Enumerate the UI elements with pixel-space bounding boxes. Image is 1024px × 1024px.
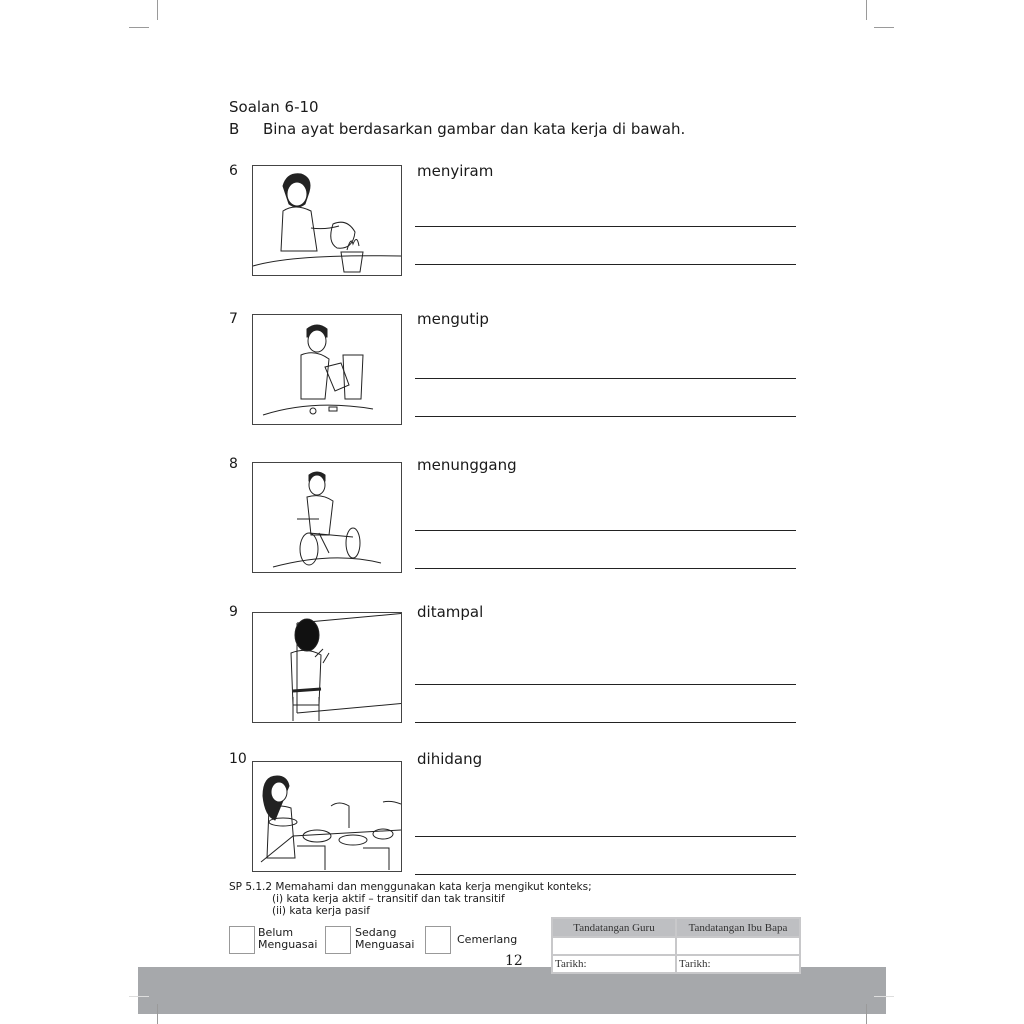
verb-label: dihidang (417, 750, 483, 768)
mastery-label-line: Cemerlang (457, 933, 518, 946)
mastery-checkbox-cemerlang[interactable] (425, 926, 451, 954)
header-parent-signature: Tandatangan Ibu Bapa (676, 918, 800, 937)
footer-band (138, 967, 886, 1014)
section-title: Soalan 6-10 (229, 98, 319, 116)
mastery-label-line: Menguasai (258, 938, 318, 951)
question-number: 7 (229, 311, 238, 327)
answer-line-2[interactable] (415, 874, 796, 875)
question-number: 8 (229, 456, 238, 472)
crop-mark (129, 996, 149, 997)
crop-mark (866, 0, 867, 20)
answer-line-1[interactable] (415, 378, 796, 379)
mastery-label (258, 927, 317, 951)
instruction-text: Bina ayat berdasarkan gambar dan kata kerja di bawah. (263, 120, 686, 138)
answer-line-1[interactable] (415, 226, 796, 227)
question-number: 6 (229, 163, 238, 179)
standard-code: SP 5.1.2 Memahami dan menggunakan kata kerja mengikut konteks; (229, 881, 592, 893)
standard-item: (i) kata kerja aktif – transitif dan tak transitif (272, 893, 505, 905)
verb-label: menunggang (417, 456, 517, 474)
mastery-label (457, 934, 517, 946)
standard-item: (ii) kata kerja pasif (272, 905, 370, 917)
answer-line-1[interactable] (415, 684, 796, 685)
answer-line-2[interactable] (415, 568, 796, 569)
instruction (229, 120, 685, 138)
boy-riding-bicycle-illustration (252, 462, 402, 573)
parent-signature-cell[interactable] (676, 937, 800, 955)
question-number: 10 (229, 751, 247, 767)
teacher-signature-cell[interactable] (552, 937, 676, 955)
mastery-checkbox-belum[interactable] (229, 926, 255, 954)
girl-watering-plant-illustration (252, 165, 402, 276)
answer-line-1[interactable] (415, 836, 796, 837)
section-letter: B (229, 120, 240, 138)
mastery-label-line: Sedang (355, 926, 397, 939)
mastery-label (355, 927, 414, 951)
signature-table (551, 917, 801, 974)
girl-serving-food-illustration (252, 761, 402, 872)
crop-mark (157, 1004, 158, 1024)
crop-mark (866, 1004, 867, 1024)
verb-label: mengutip (417, 310, 489, 328)
boy-sticking-paper-on-board-illustration (252, 612, 402, 723)
mastery-label-line: Menguasai (355, 938, 415, 951)
answer-line-2[interactable] (415, 416, 796, 417)
crop-mark (874, 27, 894, 28)
mastery-label-line: Belum (258, 926, 294, 939)
learning-standard (229, 881, 592, 917)
page-number: 12 (505, 953, 523, 969)
header-teacher-signature: Tandatangan Guru (552, 918, 676, 937)
crop-mark (157, 0, 158, 20)
answer-line-1[interactable] (415, 530, 796, 531)
parent-date-cell[interactable]: Tarikh: (676, 955, 800, 973)
boy-picking-up-rubbish-illustration (252, 314, 402, 425)
verb-label: menyiram (417, 162, 494, 180)
teacher-date-cell[interactable]: Tarikh: (552, 955, 676, 973)
crop-mark (874, 996, 894, 997)
crop-mark (129, 27, 149, 28)
answer-line-2[interactable] (415, 264, 796, 265)
verb-label: ditampal (417, 603, 484, 621)
question-number: 9 (229, 604, 238, 620)
answer-line-2[interactable] (415, 722, 796, 723)
mastery-checkbox-sedang[interactable] (325, 926, 351, 954)
